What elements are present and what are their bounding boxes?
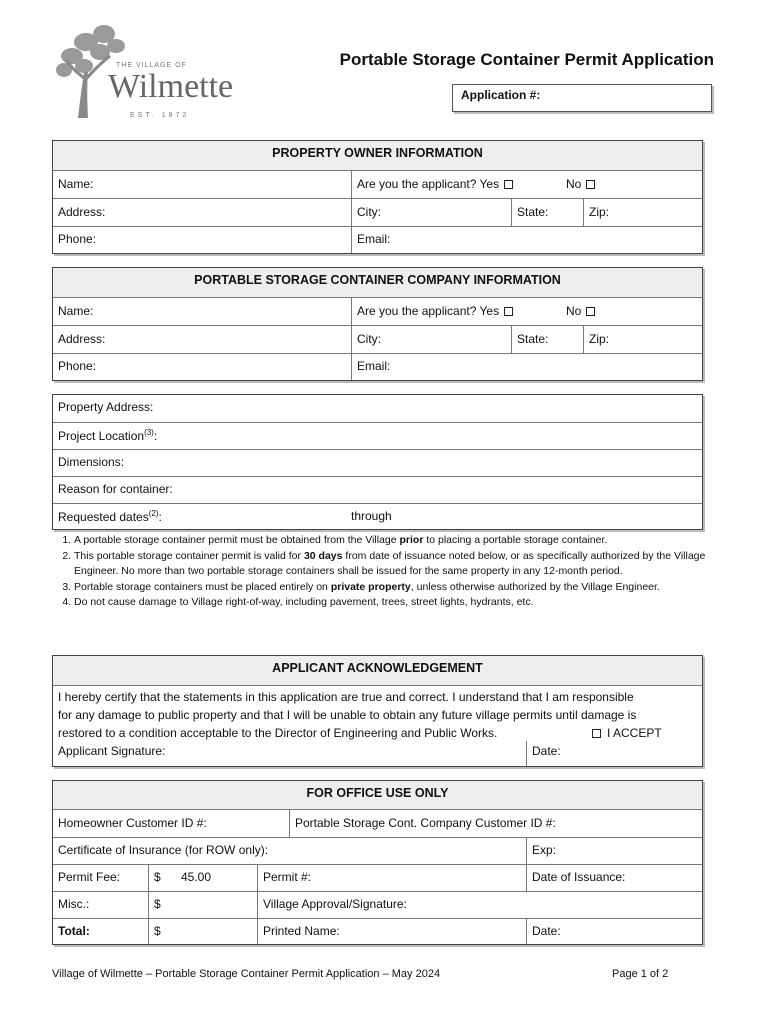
company-no-checkbox[interactable] bbox=[586, 307, 595, 316]
owner-zip-field[interactable]: Zip: bbox=[583, 199, 702, 226]
page-number: Page 1 of 2 bbox=[612, 968, 669, 980]
company-heading: PORTABLE STORAGE CONTAINER COMPANY INFORMATION bbox=[53, 268, 702, 297]
company-id-field[interactable]: Portable Storage Cont. Company Customer ID #: bbox=[289, 810, 702, 837]
project-location-field[interactable]: Project Location$^{(3)}$: bbox=[58, 428, 158, 443]
owner-state-field[interactable]: State: bbox=[511, 199, 583, 226]
through-label: through bbox=[351, 509, 392, 523]
company-state-field[interactable]: State: bbox=[511, 326, 583, 353]
village-approval-field[interactable]: Village Approval/Signature: bbox=[257, 892, 702, 918]
application-number-field[interactable] bbox=[452, 84, 712, 112]
owner-applicant-question: Are you the applicant? Yes No bbox=[351, 171, 702, 198]
applicant-signature-field[interactable]: Applicant Signature: bbox=[58, 744, 166, 758]
misc-label: Misc.: bbox=[58, 897, 90, 911]
ack-section bbox=[52, 655, 703, 767]
company-name-field[interactable]: Name: bbox=[58, 304, 94, 318]
owner-name-field[interactable] bbox=[53, 174, 98, 198]
note-item: 4. Do not cause damage to Village right-of-way, including pavement, trees, street lights, hydrants, etc. bbox=[74, 595, 717, 611]
owner-phone-field[interactable]: Phone: bbox=[58, 232, 97, 246]
permit-fee-amount: $ 45.00 bbox=[148, 865, 257, 891]
dimensions-field[interactable]: Dimensions: bbox=[58, 455, 125, 469]
company-zip-field[interactable]: Zip: bbox=[583, 326, 702, 353]
owner-heading: PROPERTY OWNER INFORMATION bbox=[53, 141, 702, 170]
ack-date-field[interactable]: Date: bbox=[526, 741, 702, 766]
printed-name-field[interactable]: Printed Name: bbox=[257, 919, 526, 944]
application-number-label: Application #: bbox=[461, 88, 541, 102]
logo-top-text: THE VILLAGE OF bbox=[116, 62, 187, 69]
company-email-field[interactable]: Email: bbox=[351, 354, 702, 380]
company-address-field[interactable]: Address: bbox=[58, 332, 106, 346]
office-heading: FOR OFFICE USE ONLY bbox=[53, 781, 702, 809]
accept-checkbox-group[interactable]: I ACCEPT bbox=[592, 724, 662, 742]
accept-checkbox[interactable] bbox=[592, 729, 601, 738]
company-city-field[interactable]: City: bbox=[351, 326, 511, 353]
date-of-issuance-field[interactable]: Date of Issuance: bbox=[526, 865, 702, 891]
owner-yes-checkbox[interactable] bbox=[504, 180, 513, 189]
note-item: 1. A portable storage container permit must be obtained from the Village prior to placing a portable storage container. bbox=[74, 533, 717, 549]
ack-statement: I hereby certify that the statements in this application are true and correct. I understand that I am responsible for any damage to public property and that I will be unable to obtain any future village permits until damage is restored to a condition acceptable to the Director of Engineering and Public Works. I ACCEPT bbox=[53, 685, 702, 741]
exp-field[interactable]: Exp: bbox=[526, 838, 702, 864]
owner-name-label: Name: bbox=[58, 177, 94, 191]
company-applicant-question: Are you the applicant? Yes No bbox=[351, 298, 702, 325]
total-label: Total: bbox=[58, 924, 90, 938]
reason-field[interactable]: Reason for container: bbox=[58, 482, 173, 496]
property-address-field[interactable]: Property Address: bbox=[58, 400, 154, 414]
note-item: 2. This portable storage container permit is valid for 30 days from date of issuance noted below, or as specifically authorized by the Village Engineer. No more than two portable storage containers shall be issued for the same property in any 12-month period. bbox=[74, 549, 717, 580]
homeowner-id-field[interactable]: Homeowner Customer ID #: bbox=[58, 816, 207, 830]
ack-heading: APPLICANT ACKNOWLEDGEMENT bbox=[53, 656, 702, 685]
owner-email-field[interactable]: Email: bbox=[351, 227, 702, 253]
page-title: Portable Storage Container Permit Application bbox=[339, 50, 714, 69]
footer-text: Village of Wilmette – Portable Storage Container Permit Application – May 2024 bbox=[52, 968, 441, 980]
total-amount-field[interactable]: $ bbox=[148, 919, 257, 944]
misc-amount-field[interactable]: $ bbox=[148, 892, 257, 918]
owner-no-checkbox[interactable] bbox=[586, 180, 595, 189]
office-section bbox=[52, 780, 703, 945]
logo-name: Wilmette bbox=[108, 68, 234, 105]
company-yes-checkbox[interactable] bbox=[504, 307, 513, 316]
owner-city-field[interactable]: City: bbox=[351, 199, 511, 226]
permit-number-field[interactable]: Permit #: bbox=[257, 865, 526, 891]
note-item: 3. Portable storage containers must be placed entirely on private property, unless otherwise authorized by the Village Engineer. bbox=[74, 580, 717, 596]
project-section bbox=[52, 394, 703, 530]
owner-address-field[interactable]: Address: bbox=[58, 205, 106, 219]
village-logo bbox=[50, 20, 240, 125]
notes-list bbox=[52, 533, 717, 611]
logo-est: EST. 1872 bbox=[130, 112, 190, 119]
owner-section bbox=[52, 140, 703, 254]
office-date-field[interactable]: Date: bbox=[526, 919, 702, 944]
company-section bbox=[52, 267, 703, 381]
company-phone-field[interactable]: Phone: bbox=[58, 359, 97, 373]
permit-fee-label: Permit Fee: bbox=[58, 870, 121, 884]
requested-dates-field[interactable]: Requested dates$^{(2)}$: through bbox=[58, 509, 392, 524]
insurance-field[interactable]: Certificate of Insurance (for ROW only): bbox=[58, 843, 269, 857]
